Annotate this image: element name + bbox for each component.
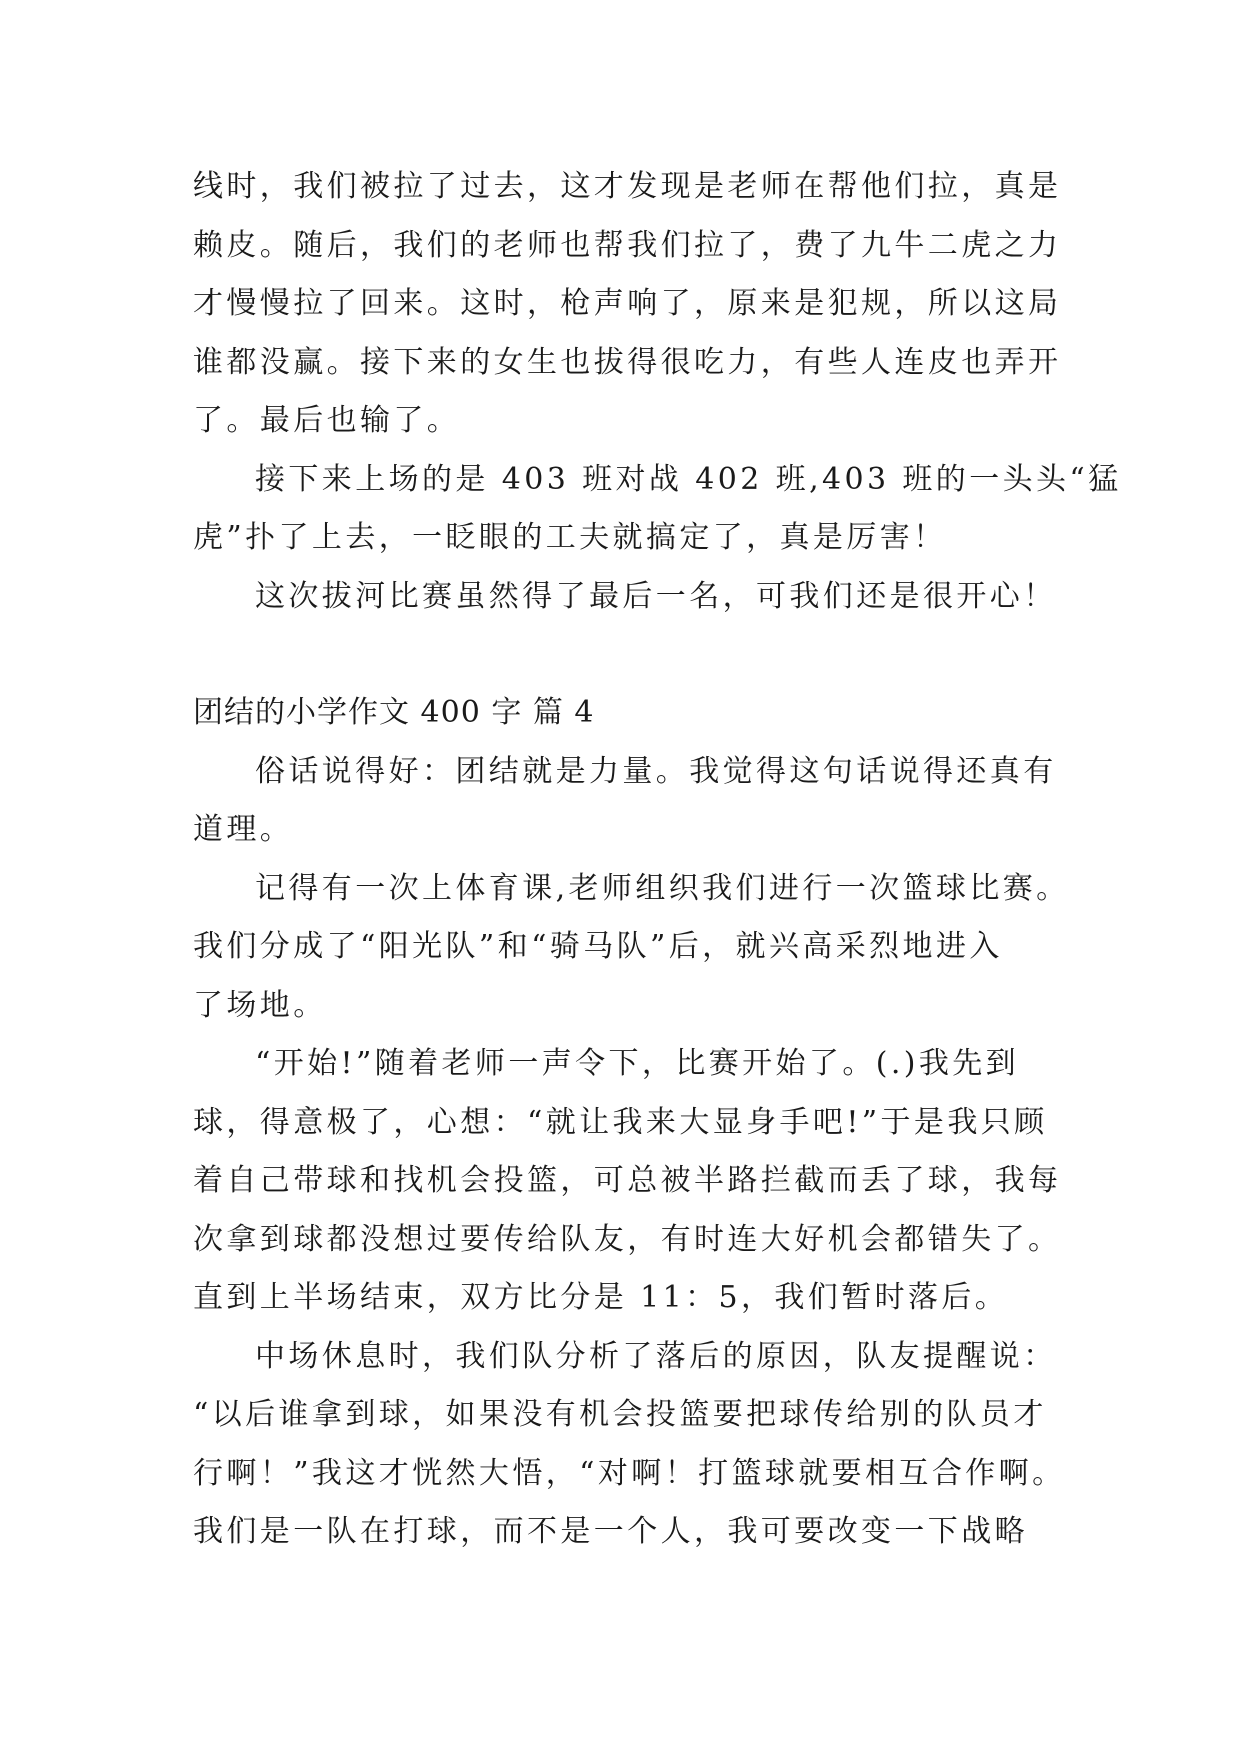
text-line: 着自己带球和找机会投篮，可总被半路拦截而丢了球，我每	[193, 1163, 1062, 1198]
paragraph	[193, 860, 1070, 1036]
text-line: 我们是一队在打球，而不是一个人，我可要改变一下战略	[193, 1514, 1028, 1549]
paragraph	[193, 1328, 1066, 1562]
text-line: “开始!”随着老师一声令下，比赛开始了。(.)我先到	[255, 1046, 1020, 1081]
text-line: 接下来上场的是 403 班对战 402 班,403 班的一头头“猛	[255, 461, 1122, 497]
text-line: 了。最后也输了。	[193, 403, 461, 438]
text-line: 俗话说得好：团结就是力量。我觉得这句话说得还真有	[255, 753, 1057, 789]
text-line: 这次拔河比赛虽然得了最后一名，可我们还是很开心！	[255, 578, 1057, 614]
paragraph-gap	[193, 626, 1053, 684]
text-line: 记得有一次上体育课,老师组织我们进行一次篮球比赛。	[255, 870, 1070, 906]
section-title: 团结的小学作文 400 字 篇 4	[193, 695, 595, 730]
text-line: 行啊！”我这才恍然大悟，“对啊！打篮球就要相互合作啊。	[193, 1455, 1066, 1491]
text-line: 谁都没赢。接下来的女生也拔得很吃力，有些人连皮也弄开	[193, 344, 1062, 380]
text-line: 才慢慢拉了回来。这时，枪声响了，原来是犯规，所以这局	[193, 286, 1062, 321]
text-line: 虎”扑了上去，一眨眼的工夫就搞定了，真是厉害！	[193, 520, 947, 555]
text-line: “以后谁拿到球，如果没有机会投篮要把球传给别的队员才	[193, 1397, 1047, 1432]
text-line: 线时，我们被拉了过去，这才发现是老师在帮他们拉，真是	[193, 169, 1062, 204]
text-line: 道理。	[193, 812, 294, 847]
paragraph	[193, 568, 1057, 627]
paragraph	[193, 1035, 1062, 1328]
paragraph	[193, 158, 1062, 451]
text-line: 中场休息时，我们队分析了落后的原因，队友提醒说：	[255, 1338, 1057, 1374]
text-line: 直到上半场结束，双方比分是 11：5，我们暂时落后。	[193, 1280, 1009, 1315]
text-line: 了场地。	[193, 987, 327, 1023]
text-line: 我们分成了“阳光队”和“骑马队”后，就兴高采烈地进入	[193, 929, 1003, 964]
text-line: 球，得意极了，心想：“就让我来大显身手吧!”于是我只顾	[193, 1104, 1048, 1140]
text-line: 次拿到球都没想过要传给队友，有时连大好机会都错失了。	[193, 1221, 1062, 1257]
text-line: 赖皮。随后，我们的老师也帮我们拉了，费了九牛二虎之力	[193, 227, 1062, 263]
document-body	[193, 158, 1122, 1562]
paragraph	[193, 743, 1057, 860]
paragraph	[193, 451, 1122, 568]
section-heading	[193, 684, 1053, 743]
